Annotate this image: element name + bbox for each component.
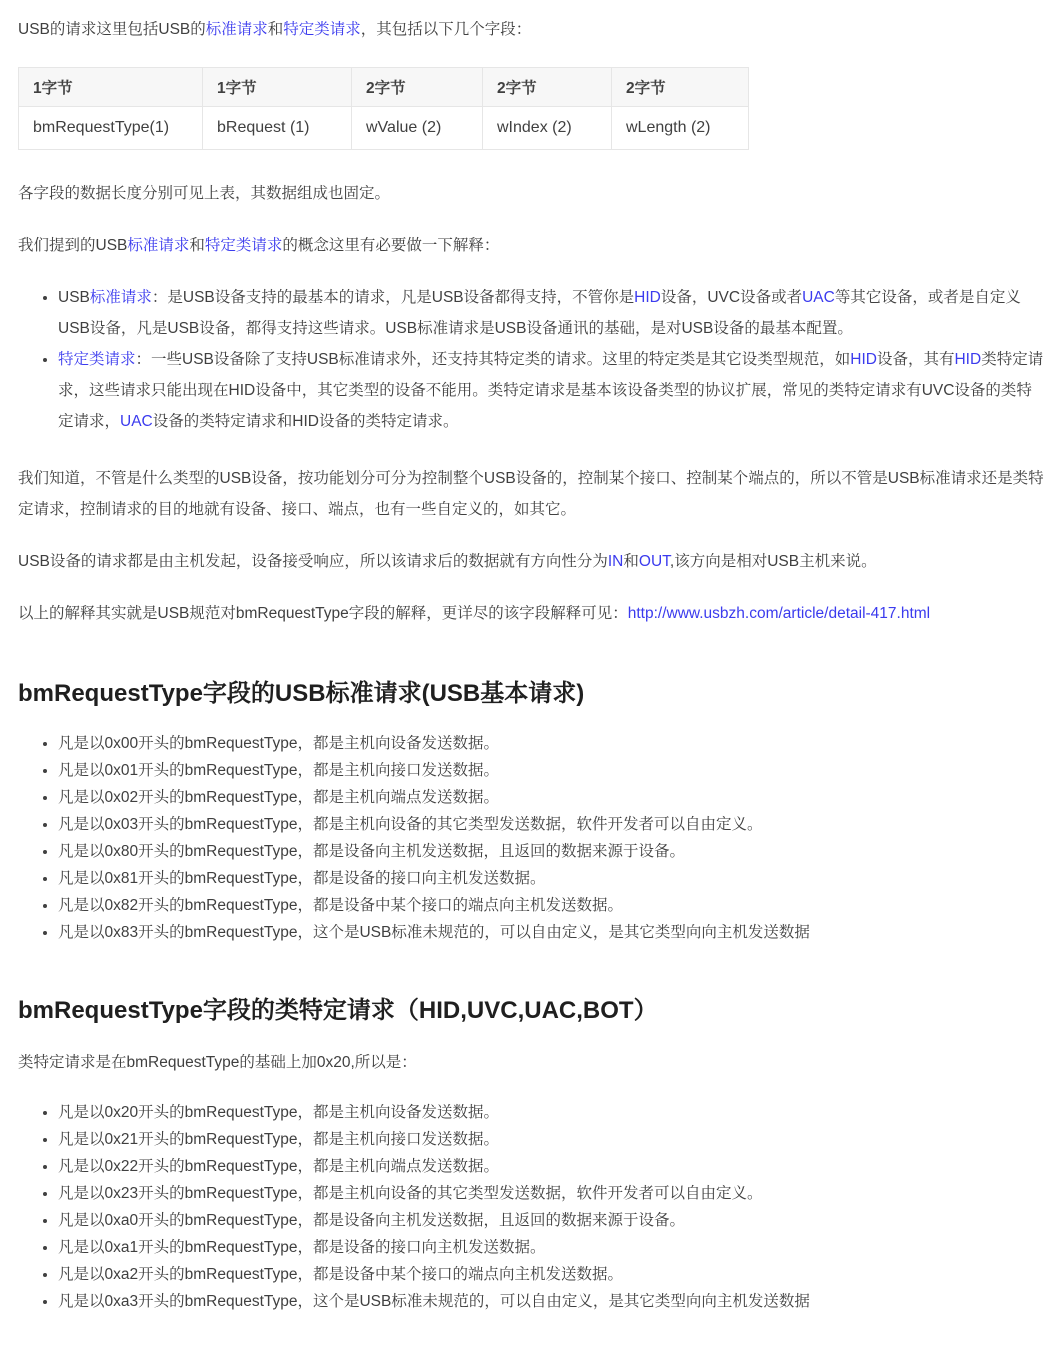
text-run: 凡是以0xa2开头的bmRequestType，都是设备中某个接口的端点向主机发送数据。 <box>58 1266 623 1283</box>
text-run: USB <box>58 289 90 306</box>
standard-request-list <box>18 730 1044 946</box>
text-run: USB设备的请求都是由主机发起，设备接受响应，所以该请求后的数据就有方向性分为 <box>18 553 608 570</box>
table-cell: bmRequestType(1) <box>19 107 203 150</box>
text-run: 凡是以0x02开头的bmRequestType，都是主机向端点发送数据。 <box>58 789 499 806</box>
list-item <box>58 1099 1044 1126</box>
inline-link[interactable]: http://www.usbzh.com/article/detail-417.html <box>627 605 931 622</box>
list-item <box>58 1153 1044 1180</box>
direction-paragraph <box>18 546 1044 577</box>
list-item <box>58 282 1044 344</box>
table-header-cell: 1字节 <box>19 68 203 107</box>
text-run: 的概念这里有必要做一下解释： <box>282 237 500 254</box>
request-targets-paragraph <box>18 463 1044 525</box>
text-run: 类特定请求是在bmRequestType的基础上加0x20,所以是： <box>18 1054 417 1071</box>
inline-link[interactable]: HID <box>954 351 982 368</box>
text-run: 设备，其有 <box>876 351 955 368</box>
text-run: 凡是以0x80开头的bmRequestType，都是设备向主机发送数据，且返回的数据来源于设备。 <box>58 843 685 860</box>
text-run: 和 <box>189 237 205 254</box>
list-item <box>58 865 1044 892</box>
usb-request-fields-table <box>18 67 749 150</box>
table-cell: wValue (2) <box>352 107 483 150</box>
text-run: 凡是以0x81开头的bmRequestType，都是设备的接口向主机发送数据。 <box>58 870 546 887</box>
heading-class-specific-requests: bmRequestType字段的类特定请求（HID,UVC,UAC,BOT） <box>18 997 658 1024</box>
table-header-cell: 2字节 <box>483 68 612 107</box>
reference-paragraph <box>18 598 1044 629</box>
list-item <box>58 757 1044 784</box>
list-item <box>58 1180 1044 1207</box>
table-cell: wIndex (2) <box>483 107 612 150</box>
text-run: 凡是以0x23开头的bmRequestType，都是主机向设备的其它类型发送数据，软件开发者可以自由定义。 <box>58 1185 763 1202</box>
text-run: 凡是以0x22开头的bmRequestType，都是主机向端点发送数据。 <box>58 1158 499 1175</box>
inline-link[interactable]: OUT <box>638 553 670 570</box>
text-run: 凡是以0x00开头的bmRequestType，都是主机向设备发送数据。 <box>58 735 499 752</box>
class-intro-paragraph <box>18 1047 1044 1078</box>
text-run: 凡是以0x03开头的bmRequestType，都是主机向设备的其它类型发送数据，软件开发者可以自由定义。 <box>58 816 763 833</box>
list-item <box>58 1126 1044 1153</box>
text-run: 各字段的数据长度分别可见上表，其数据组成也固定。 <box>18 185 391 202</box>
heading-standard-requests: bmRequestType字段的USB标准请求(USB基本请求) <box>18 680 585 707</box>
table-cell: bRequest (1) <box>203 107 352 150</box>
concept-list <box>18 282 1044 437</box>
table-header-cell: 2字节 <box>612 68 749 107</box>
inline-link[interactable]: 特定类请求 <box>204 237 283 254</box>
text-run: 和 <box>623 553 639 570</box>
list-item <box>58 1288 1044 1315</box>
inline-link[interactable]: 标准请求 <box>205 21 268 38</box>
inline-link[interactable]: UAC <box>120 413 153 430</box>
list-item <box>58 1207 1044 1234</box>
text-run: 设备，UVC设备或者 <box>660 289 803 306</box>
list-item <box>58 1261 1044 1288</box>
list-item <box>58 344 1044 437</box>
text-run: ：是USB设备支持的最基本的请求，凡是USB设备都得支持，不管你是 <box>151 289 635 306</box>
text-run: 凡是以0xa0开头的bmRequestType，都是设备向主机发送数据，且返回的数据来源于设备。 <box>58 1212 685 1229</box>
list-item <box>58 1234 1044 1261</box>
inline-link[interactable]: IN <box>607 553 624 570</box>
text-run: 凡是以0x20开头的bmRequestType，都是主机向设备发送数据。 <box>58 1104 499 1121</box>
inline-link[interactable]: 特定类请求 <box>283 21 361 38</box>
text-run: 我们提到的USB <box>18 237 128 254</box>
inline-link[interactable]: UAC <box>802 289 835 306</box>
inline-link[interactable]: 标准请求 <box>127 237 190 254</box>
text-run: 等其它设备，或者是自定义USB设备，凡是USB设备，都得支持这些请求。USB标准请求是USB设备通讯的基础，是对USB设备的最基本配置。 <box>58 289 1021 337</box>
text-run: 凡是以0x83开头的bmRequestType，这个是USB标准未规范的，可以自由定义，是其它类型向向主机发送数据 <box>58 924 810 941</box>
concept-intro-paragraph <box>18 230 1044 261</box>
text-run: ：一些USB设备除了支持USB标准请求外，还支持其特定类的请求。这里的特定类是其它设类型规范，如 <box>135 351 851 368</box>
text-run: 凡是以0xa3开头的bmRequestType，这个是USB标准未规范的，可以自由定义，是其它类型向向主机发送数据 <box>58 1293 810 1310</box>
text-run: 以上的解释其实就是USB规范对bmRequestType字段的解释，更详尽的该字段解释可见： <box>18 605 628 622</box>
text-run: USB的请求这里包括USB的 <box>18 21 206 38</box>
inline-link[interactable]: HID <box>850 351 877 368</box>
text-run: 凡是以0x01开头的bmRequestType，都是主机向接口发送数据。 <box>58 762 499 779</box>
text-run: 设备的类特定请求和HID设备的类特定请求。 <box>152 413 459 430</box>
inline-link[interactable]: HID <box>634 289 661 306</box>
table-header-cell: 2字节 <box>352 68 483 107</box>
table-cell: wLength (2) <box>612 107 749 150</box>
list-item <box>58 919 1044 946</box>
class-request-list <box>18 1099 1044 1315</box>
table-row <box>19 107 749 150</box>
text-run: 和 <box>267 21 284 38</box>
list-item <box>58 892 1044 919</box>
table-note-paragraph <box>18 178 1044 209</box>
text-run: 凡是以0xa1开头的bmRequestType，都是设备的接口向主机发送数据。 <box>58 1239 546 1256</box>
text-run: 我们知道，不管是什么类型的USB设备，按功能划分可分为控制整个USB设备的，控制某个接口、控制某个端点的，所以不管是USB标准请求还是类特定请求，控制请求的目的地就有设备、接口、端点，也有一些自定义的，如其它。 <box>18 470 1044 518</box>
table-header-cell: 1字节 <box>203 68 352 107</box>
intro-paragraph <box>18 14 1044 45</box>
text-run: 凡是以0x21开头的bmRequestType，都是主机向接口发送数据。 <box>58 1131 499 1148</box>
table-header-row <box>19 68 749 107</box>
text-run: 凡是以0x82开头的bmRequestType，都是设备中某个接口的端点向主机发送数据。 <box>58 897 623 914</box>
list-item <box>58 730 1044 757</box>
list-item <box>58 784 1044 811</box>
list-item <box>58 838 1044 865</box>
inline-link[interactable]: 标准请求 <box>89 289 152 306</box>
list-item <box>58 811 1044 838</box>
text-run: 类特定请求，这些请求只能出现在HID设备中，其它类型的设备不能用。类特定请求是基本该设备类型的协议扩展，常见的类特定请求有UVC设备的类特定请求， <box>58 351 1044 430</box>
inline-link[interactable]: 特定类请求 <box>58 351 136 368</box>
text-run: ,该方向是相对USB主机来说。 <box>669 553 877 570</box>
text-run: ，其包括以下几个字段： <box>360 21 532 38</box>
